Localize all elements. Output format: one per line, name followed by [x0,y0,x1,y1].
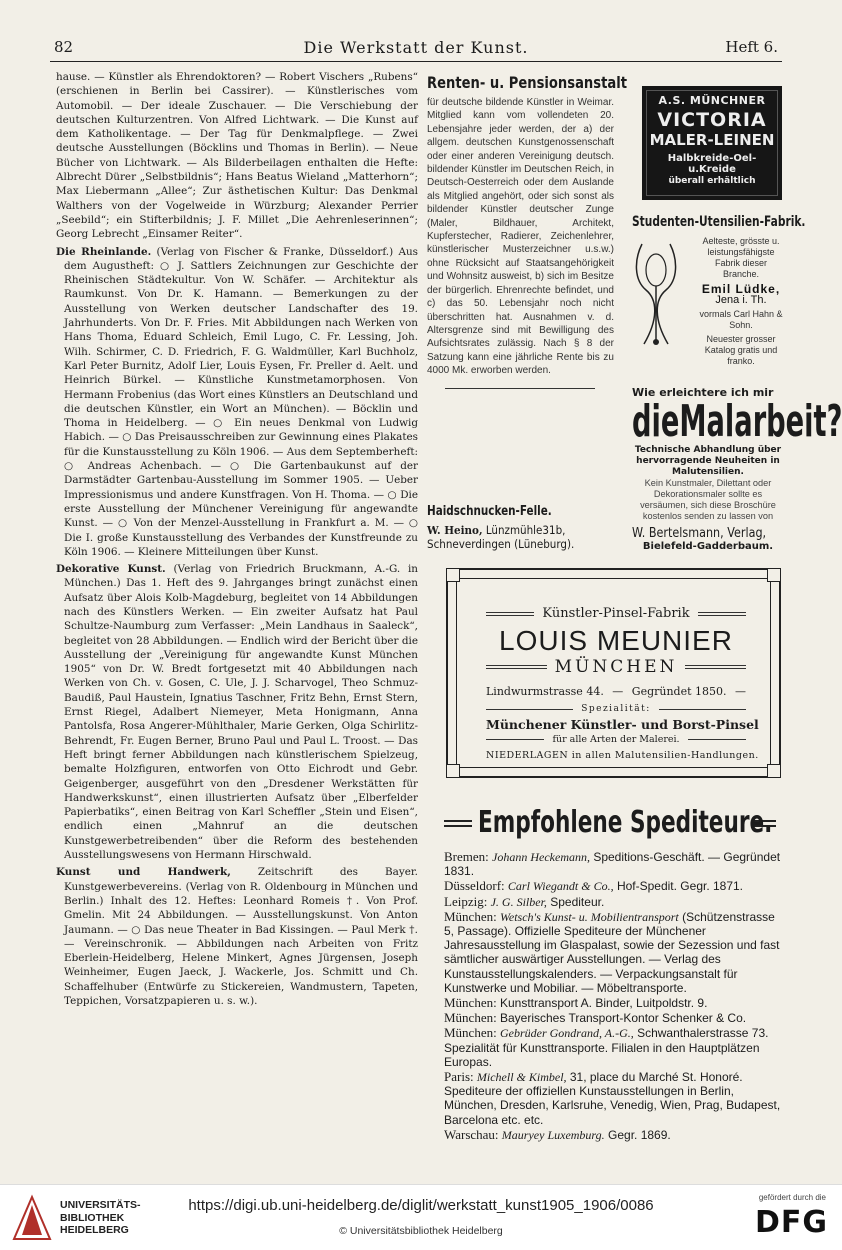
corner-ornament [446,764,460,778]
ad-place: Bielefeld-Gadderbaum. [642,541,774,552]
paragraph: Die Rheinlande. (Verlag von Fischer & Franke, Düsseldorf.) Aus dem Augustheft: ○ J. Sattlers Zeichnungen zur Geschichte der Rheinischen Städtekultur. Von W. Schäfer. — Architektur als Raumkunst. Von Dr. K. Hamann. — Bemerkungen zu der Ausstellung von Werken deutscher Landschafter des 19. Jahrhunderts. Von Dr. F. Fries. Mit Abbildungen nach Werken von Hans Thoma, Eduard Schleich, Emil Lugo, C. Fr. Lessing, Joh. Wilh. Schirmer, C. D. Friedrich, F. G. Waldmüller, Karl Buchholz, Karl Peter Burnitz, Adolf Lier, Louis Eysen, Fr. Preller d. Aelt. und Heinrich Bürkel. — Künstliche Kunstmetamorphosen. Von Hermann Frobenius (das Wort eines Künstlers an Deutschland und die deutschen Künstler, ein Wort an München). — Böcklin und Thoma in Heidelberg. — ○ Ein neues Denkmal von Ludwig Habich. — ○ Das Preisausschreiben zur Gewinnung eines Plakates für die Kunstausstellung zu Köln 1906. — Aus dem Septemberheft: ○ Andreas Achenbach. — ○ Die Gartenbaukunst auf der Darmstädter Gartenbau-Ausstellung im Sommer 1905. — Ueber Impressionismus und andere Kunstfragen. Von H. Thoma. — ○ Die erste Ausstellung der Münchener Vereinigung für angewandte Kunst. — ○ Von der Menzel-Ausstellung in Frankfurt a. M. — ○ Die I. große Kunstausstellung des Verbandes der Kunstfreunde zu Köln 1906. — Kleinere Mitteilungen über Kunst. [56,245,418,558]
page-header [50,38,782,62]
ad-text: Kein Kunstmaler, Dilettant oder Dekorationsmaler sollte es versäumen, sich diese Broschüre kostenlos senden zu lassen von [640,478,776,521]
spediteure-list [444,850,784,1142]
copyright: © Universitätsbibliothek Heidelberg [339,1225,503,1237]
ornament-icon [632,240,680,348]
victoria-ad: A.S. MÜNCHNER VICTORIA MALER-LEINEN Halbkreide-Oel-u.Kreide überall erhältlich [642,86,782,200]
footer-bar [0,1184,842,1250]
ad-address: W. Heino, Lünzmühle31b, [427,523,566,537]
spediteur-entry: Leipzig: J. G. Silber, Spediteur. [444,893,605,909]
journal-title: Die Werkstatt der Kunst. [303,38,529,57]
paragraph: hause. — Künstler als Ehrendoktoren? — Robert Vischers „Rubens“ (erschienen in Berlin bei Cassirer). — Künstlerisches vom Automobil. — Der ideale Zuschauer. — Die Verschiebung der deutschen Kulturzentren. Von Alfred Lichtwark. — Die Kunst auf dem Katholikentage. — Der Tag für Denkmalpflege. — Zwei deutsche Ausstellungen (Böcklins und Thomas in Berlin). — Neue Bücher von Lichtwark. — Als Bilderbeilagen enthalten die Hefte: Albrecht Dürer „Selbstbildnis“; Hans Beatus Wieland „Matterhorn“; Max Liebermann „Allee“; Zur ästhetischen Kultur: Das Denkmal Walthers von der Vogelweide in Würzburg; Alexander Perrier „Seebild“; ein Stifterbildnis; J. F. Millet „Die Aehrenleserinnen“; Georg Lebrecht „Einsamer Reiter“. [56,71,418,241]
haidschnucken-ad [427,504,617,551]
malarbeit-ad [632,386,842,552]
spediteur-entry: Paris: Michell & Kimbel, 31, place du Marché St. Honoré. Spediteure der offiziellen Kunstausstellungen in Berlin, München, Dresden, Karlsruhe, Venedig, Wien, Prag, Budapest, Barcelona etc. etc. [444,1069,781,1127]
studenten-ad [632,214,806,367]
ad-heading: Renten- u. Pensionsanstalt [427,73,627,92]
paragraph: Dekorative Kunst. (Verlag von Friedrich Bruckmann, A.-G. in München.) Das 1. Heft des 9. Jahrganges bringt zunächst einen Aufsatz über Alois Kolb-Magdeburg, begleitet von 14 Abbildungen nach des Künstlers Werken. — Ein zweiter Aufsatz hat Paul Schultze-Naumburg zum Verfasser: „Mein Landhaus in Saaleck“, begleitet von 28 Abbildungen. — Endlich wird der Bericht über die Ausstellung der „Vereinigung für angewandte Kunst München 1905“ von Dr. W. Bredt fortgesetzt mit 40 Abbildungen nach Werken von Ch. v. Gosen, C. Ule, J. J. Scharvogel, Theo Schmuz-Baudiß, Paul Haustein, Ignatius Taschner, Fritz Behn, Ernst Stern, Ernst Riegel, Adalbert Niemeyer, Meta Honigmann, Anna Pantolsfa, Rosa Angerer-Mühlthaler, Marie Gerken, Olga Schirlitz-Behrendt, Fr. Eugen Berner, Bruno Paul und Paul L. Troost. — Das Heft bringt ferner Abbildungen nach künstlerischem Spielzeug, bemalte Holzfiguren, entworfen von Otto Eichrodt und Gebr. Geigenberger, ausgeführt von den „Dresdener Werkstätten für Handwerkskunst“, einen illustrierten Aufsatz über „Elberfelder Papierbatiks“, einen Beitrag von Karl Scheffler „Stein und Eisen“, endlich einen „Mahnruf an die deutschen Kunstgewerbetreibenden“ über die Reform des bestehenden Ausstellungswesens von Hermann Hirschwald. [56,563,418,862]
meunier-ad: Künstler-Pinsel-Fabrik LOUIS MEUNIER MÜNCHEN Lindwurmstrasse 44. — Gegründet 1850. — Spezialität: Münchener Künstler- und Borst-Pinsel für alle Arten der Malerei. NIEDERLAGEN in allen Malutensilien-Handlungen. [446,568,781,778]
ad-text: Aelteste, grösste u. leistungsfähigste Fabrik dieser Branche. Emil Lüdke, Jena i. Th. vormals Carl Hahn & Sohn. Neuester grosser Katalog gratis und franko. [699,236,783,366]
ad-heading: Studenten-Utensilien-Fabrik. [632,214,806,230]
ad-body: für deutsche bildende Künstler in Weimar. Mitglied kann vom vollendeten 20. Lebensjahre jeder werden, der a) der allgem. deutschen Kunstgenossenschaft oder einer anderen Vereinigung deutsch. bildender Künstler im Deutschen Reich, in Deutsch-Oesterreich oder dem Auslande als Mitglied angehört, oder sich sonst als bildender Künstler deutscher Zunge (Maler, Bildhauer, Architekt, Kupferstecher, Radierer, Zeichenlehrer, künstlerischer Musterzeichner u.s.w.) ohne Rücksicht auf Staatsangehörigkeit und Wohnsitz ausweist, b) sich im Besitze der bürgerlich. Ehrenrechte befindet, und c) das 50. Lebensjahr noch nicht überschritten hat. Ausnahmen v. d. Altersgrenze sind mit Bewilligung des Aufsichtsrates zulässig. Nach § 8 der Satzung kann eine jährliche Rente bis zu 4000 Mk. erworben werden. [427,97,614,377]
paragraph: Kunst und Handwerk, Zeitschrift des Bayer. Kunstgewerbevereins. (Verlag von R. Oldenbourg in München und Berlin.) Inhalt des 12. Heftes: Leonhard Romeis †. Von Prof. Gmelin. Mit 24 Abbildungen. — Ausstellungskunst. Von Anton Jaumann. — ○ Das neue Theater in Bad Kissingen. — Paul Merk †. — Vereinschronik. — Abbildungen nach Arbeiten von Fritz Eberlein-Heidelberg, Helene Minkert, Agnes Jürgensen, Joseph Weinheimer, Eugen Jaeck, J. Wackerle, Jos. Schmitt und Ch. Schaffelhuber (Entwürfe zu Stickereien, Wandmustern, Tapeten, Teppichen, Vorsatzpapieren u. s. w.). [56,866,418,1007]
corner-ornament [767,568,781,582]
spediteur-entry: München: Bayerisches Transport-Kontor Schenker & Co. [444,1010,747,1026]
ad-question: Wie erleichtere ich mir [632,386,774,399]
issue-number: Heft 6. [725,38,778,56]
ad-subtitle: Technische Abhandlung über hervorragende Neuheiten in Malutensilien. [634,445,782,477]
spediteur-entry: Bremen: Johann Heckemann, Speditions-Geschäft. — Gegründet 1831. [444,849,781,879]
library-name: UNIVERSITÄTS- BIBLIOTHEK HEIDELBERG [60,1199,141,1236]
corner-ornament [446,568,460,582]
ad-big-title: dieMalarbeit? [632,396,842,447]
ad-firm-name: LOUIS MEUNIER [499,625,733,656]
funding-text: gefördert durch die [758,1193,826,1202]
spediteur-entry: Warschau: Mauryey Luxemburg. Gegr. 1869. [444,1126,671,1142]
page-number: 82 [54,38,74,56]
spediteur-entry: München: Kunsttransport A. Binder, Luitpoldstr. 9. [444,995,708,1011]
spediteure-section [444,806,784,1143]
ad-city: Schneverdingen (Lüneburg). [427,537,575,551]
article-column [56,70,418,1007]
renten-ad [427,73,627,389]
source-url-link[interactable]: https://digi.ub.uni-heidelberg.de/diglit/werkstatt_kunst1905_1906/0086 [188,1197,654,1214]
spediteur-entry: München: Wetsch's Kunst- u. Mobilientransport (Schützenstrasse 5, Passage). Offizielle Spediteure der Münchener Jahresausstellung im Glaspalast, sowie der Sezession und fast sämtlicher auswärtiger Ausstellungen. — Verlag des Kunstausstellungskalenders. — Verpackungsanstalt für Kunstwerke und Mobiliar. — Möbeltransporte. [444,908,780,995]
section-heading: Empfohlene Spediteure. [444,806,784,840]
ad-heading: Haidschnucken-Felle. [427,504,552,519]
spediteur-entry: Düsseldorf: Carl Wiegandt & Co., Hof-Spedit. Gegr. 1871. [444,878,744,894]
ad-publisher: W. Bertelsmann, Verlag, [632,526,767,541]
spediteur-entry: München: Gebrüder Gondrand, A.-G., Schwanthalerstrasse 73. Spezialität für Kunsttransporte. Filialen in den Hauptplätzen Europas. [444,1025,769,1069]
divider [445,388,595,389]
dfg-logo: DFG [754,1205,828,1240]
corner-ornament [767,764,781,778]
